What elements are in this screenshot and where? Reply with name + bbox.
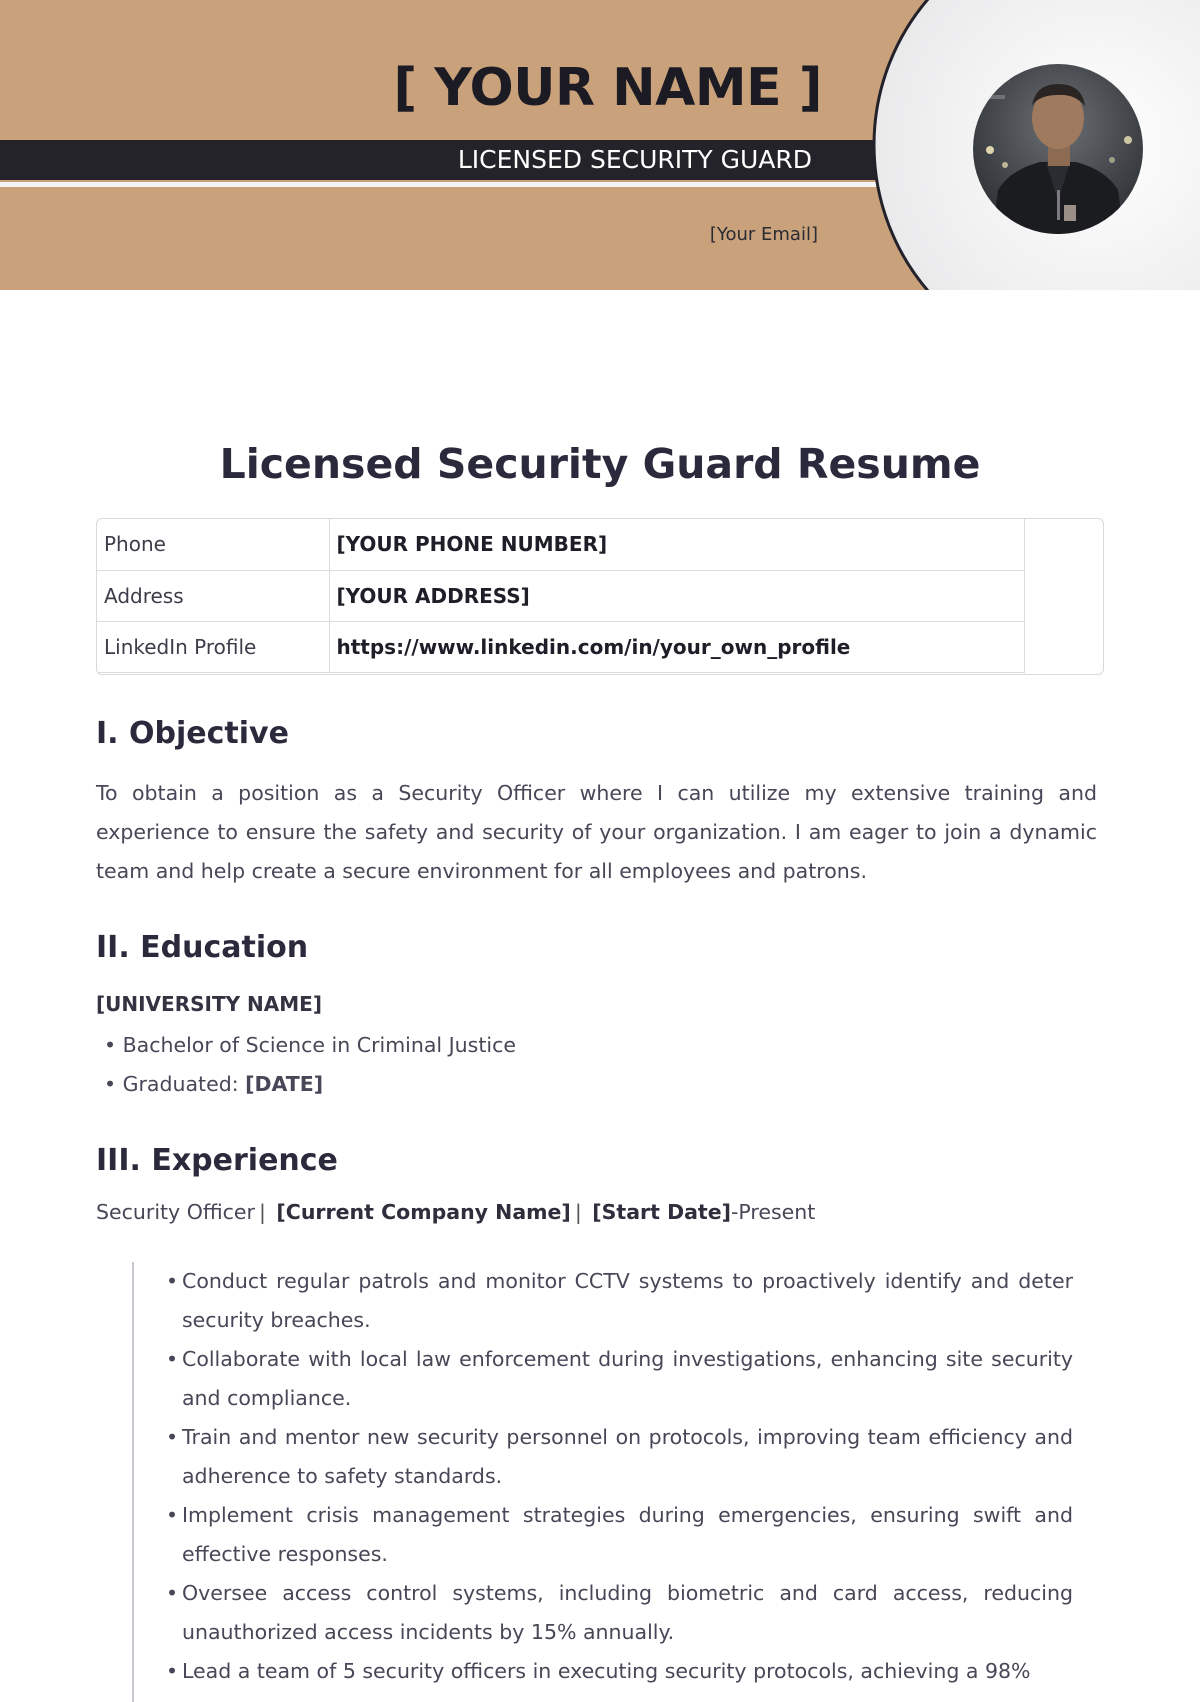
job-role: Security Officer: [96, 1200, 255, 1224]
list-item: [104, 1065, 516, 1104]
document-title: Licensed Security Guard Resume: [219, 440, 981, 488]
contact-label: LinkedIn Profile: [97, 621, 329, 672]
duties-list: [166, 1262, 1073, 1691]
university-name: [UNIVERSITY NAME]: [96, 992, 322, 1016]
contact-label: Address: [97, 570, 329, 621]
list-item: [104, 1026, 516, 1065]
address-value: [YOUR ADDRESS]: [329, 570, 1025, 621]
company-name: [Current Company Name]: [276, 1200, 571, 1224]
linkedin-link[interactable]: https://www.linkedin.com/in/your_own_profile: [329, 621, 1025, 672]
education-list: [104, 1026, 516, 1104]
email[interactable]: [Your Email]: [709, 224, 818, 245]
objective-heading: I. Objective: [96, 716, 289, 751]
candidate-name: [ YOUR NAME ]: [393, 58, 822, 118]
start-date: [Start Date]: [592, 1200, 732, 1224]
table-row: [97, 621, 1025, 672]
list-item: • Oversee access control systems, including biometric and card access, reducing unauthorized access incidents by 15% annually.: [166, 1574, 1073, 1652]
phone-value: [YOUR PHONE NUMBER]: [329, 519, 1025, 570]
graduated-label: Graduated:: [122, 1072, 246, 1096]
experience-divider: [132, 1262, 134, 1702]
end-date: -Present: [731, 1200, 816, 1224]
experience-heading: III. Experience: [96, 1143, 338, 1178]
experience-entry-header: Security Officer | [Current Company Name] | [Start Date]-Present: [96, 1200, 816, 1224]
resume-header: [0, 0, 1200, 290]
list-item: • Train and mentor new security personnel on protocols, improving team efficiency and adherence to safety standards.: [166, 1418, 1073, 1496]
graduated-date: [DATE]: [245, 1072, 324, 1096]
contact-table: [96, 518, 1104, 675]
objective-text: To obtain a position as a Security Officer where I can utilize my extensive training and experience to ensure the safety and security of your organization. I am eager to join a dynamic team and help create a secure environment for all employees and patrons.: [96, 781, 1097, 883]
contact-label: Phone: [97, 519, 329, 570]
list-item: • Lead a team of 5 security officers in executing security protocols, achieving a 98%: [166, 1652, 1073, 1691]
table-row: [97, 519, 1025, 570]
degree: Bachelor of Science in Criminal Justice: [122, 1033, 516, 1057]
table-row: [97, 570, 1025, 621]
list-item: • Collaborate with local law enforcement during investigations, enhancing site security and compliance.: [166, 1340, 1073, 1418]
list-item: • Implement crisis management strategies during emergencies, ensuring swift and effective responses.: [166, 1496, 1073, 1574]
job-title: LICENSED SECURITY GUARD: [457, 145, 812, 174]
education-heading: II. Education: [96, 930, 309, 965]
list-item: • Conduct regular patrols and monitor CCTV systems to proactively identify and deter security breaches.: [166, 1262, 1073, 1340]
